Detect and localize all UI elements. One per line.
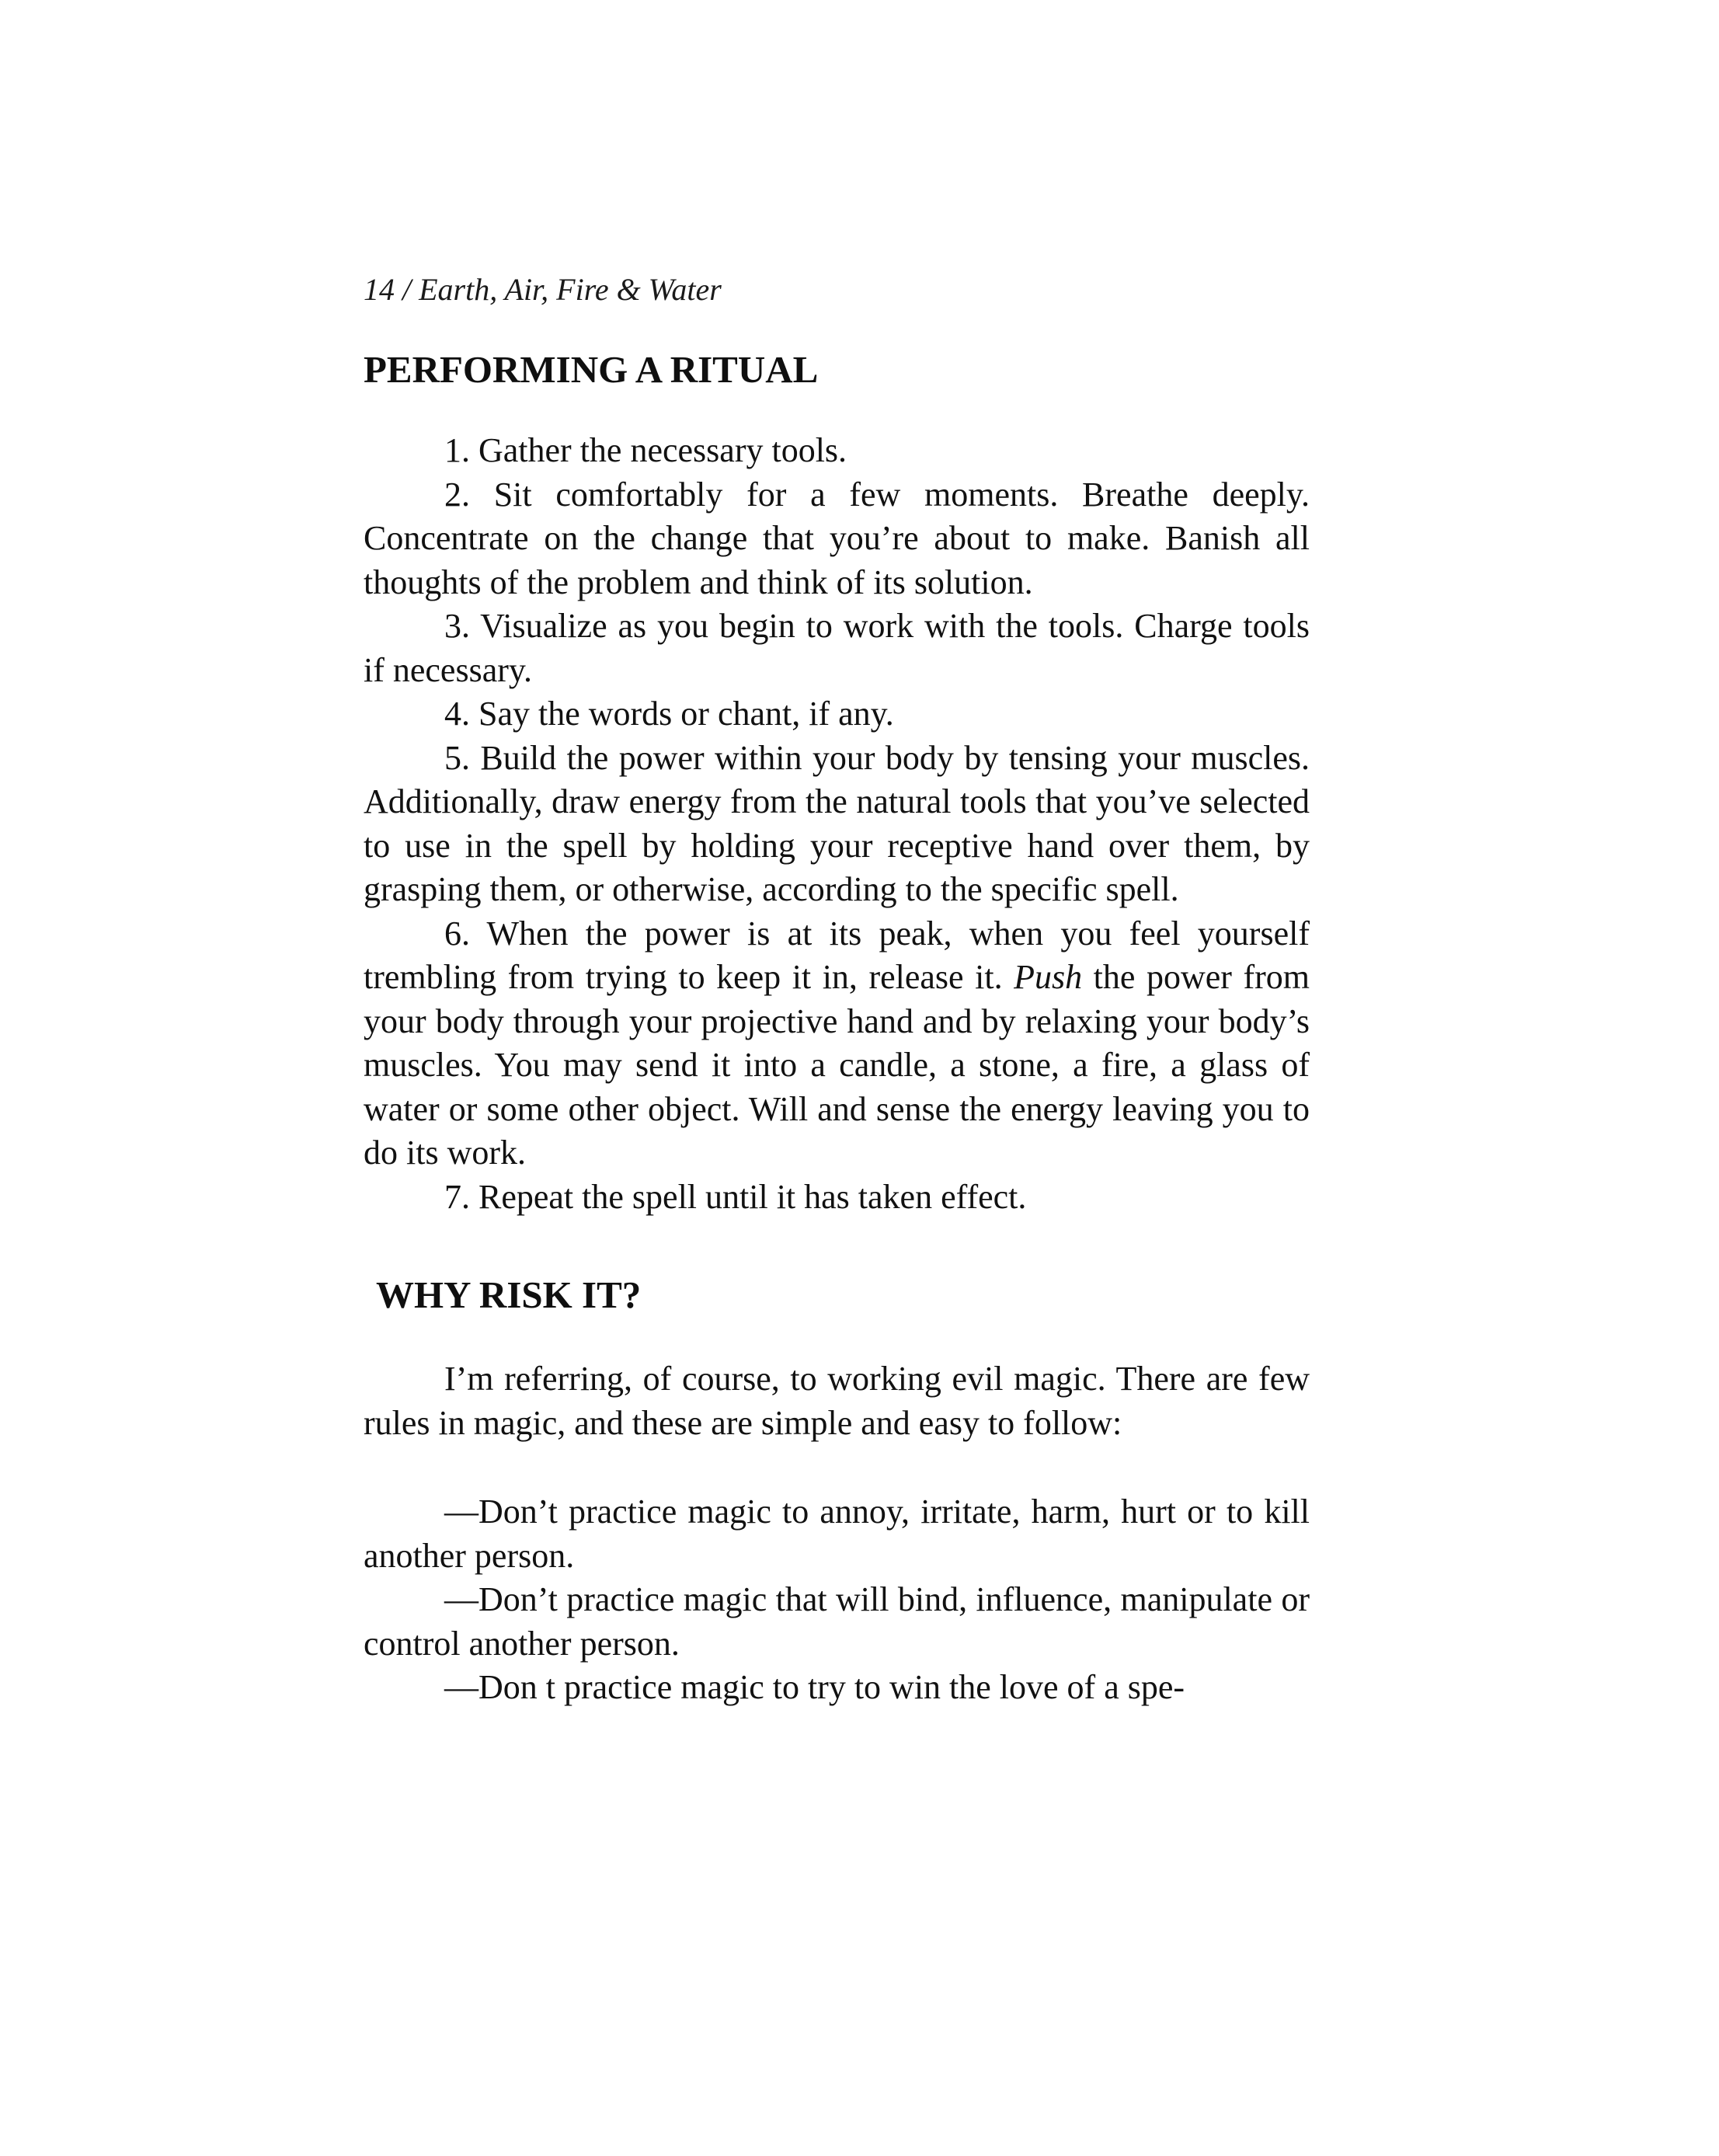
ritual-step-2: 2. Sit comfortably for a few moments. Breathe deeply. Concentrate on the change that you’re about to make. Banish all thoughts of the problem and think of its solution.: [364, 475, 1310, 601]
section-heading-why-risk-it: WHY RISK IT?: [376, 1273, 642, 1316]
ritual-step-6-emphasis: Push: [1014, 958, 1083, 996]
ritual-step-4: 4. Say the words or chant, if any.: [444, 695, 894, 733]
ritual-step-6-text-b: the power from your body through your projective hand and by relaxing your body’s muscles. You may send it into a candle, a stone, a fire, a glass of water or some other object. Will and sense the energy leaving you to do its work.: [364, 958, 1310, 1172]
rule-item-2: —Don’t practice magic that will bind, influence, manipulate or control another person.: [364, 1580, 1310, 1663]
ritual-step-6: [364, 912, 1310, 1176]
risk-intro-paragraph: I’m referring, of course, to working evil magic. There are few rules in magic, and these are simple and easy to follow:: [364, 1360, 1310, 1442]
magic-rules-list: [364, 1490, 1310, 1710]
ritual-steps: [364, 429, 1310, 1219]
rule-item-3: —Don t practice magic to try to win the love of a spe-: [444, 1668, 1185, 1706]
ritual-step-3: 3. Visualize as you begin to work with the tools. Charge tools if necessary.: [364, 607, 1310, 689]
ritual-step-7: 7. Repeat the spell until it has taken effect.: [444, 1177, 1027, 1216]
ritual-step-5: 5. Build the power within your body by tensing your muscles. Additionally, draw energy from the natural tools that you’ve selected to use in the spell by holding your receptive hand over them, by grasping them, or otherwise, according to the specific spell.: [364, 738, 1310, 908]
ritual-step-6-text-a: 6. When the power is at its peak, when you feel yourself trembling from trying to keep it in, release it.: [364, 914, 1310, 996]
section-heading-performing-ritual: PERFORMING A RITUAL: [364, 348, 819, 391]
running-head: 14 / Earth, Air, Fire & Water: [364, 272, 722, 307]
rule-item-1: —Don’t practice magic to annoy, irritate, harm, hurt or to kill another person.: [364, 1492, 1310, 1575]
ritual-step-1: 1. Gather the necessary tools.: [444, 431, 847, 469]
book-page: [364, 268, 1310, 1710]
